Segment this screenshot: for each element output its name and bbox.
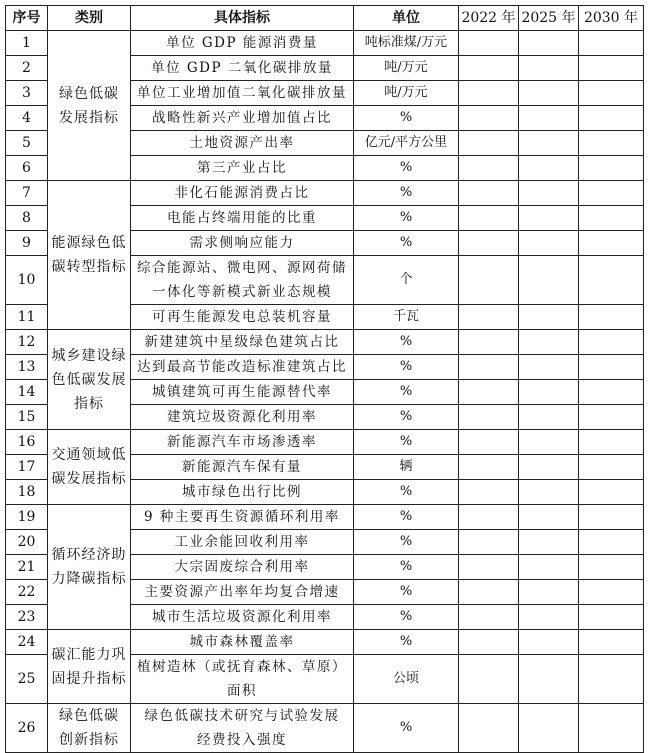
indicator-cell: 战略性新兴产业增加值占比 [131, 106, 354, 131]
row-number: 24 [6, 630, 48, 655]
value-2025-cell [519, 380, 579, 405]
row-number: 3 [6, 81, 48, 106]
row-number: 5 [6, 131, 48, 156]
unit-cell: % [354, 430, 459, 455]
indicator-cell: 城镇建筑可再生能源替代率 [131, 380, 354, 405]
value-2025-cell [519, 305, 579, 330]
value-2022-cell [459, 580, 519, 605]
category-cell: 交通领域低 碳发展指标 [48, 430, 131, 505]
value-2030-cell [579, 655, 644, 704]
table-row [6, 505, 644, 530]
value-2030-cell [579, 704, 644, 753]
row-number: 4 [6, 106, 48, 131]
indicator-cell: 9 种主要再生资源循环利用率 [131, 505, 354, 530]
row-number: 21 [6, 555, 48, 580]
row-number: 7 [6, 181, 48, 206]
value-2025-cell [519, 704, 579, 753]
indicator-cell: 大宗固废综合利用率 [131, 555, 354, 580]
unit-cell: % [354, 380, 459, 405]
value-2025-cell [519, 256, 579, 305]
table-row [6, 630, 644, 655]
header-unit: 单位 [354, 6, 459, 31]
row-number: 12 [6, 330, 48, 355]
value-2022-cell [459, 305, 519, 330]
value-2025-cell [519, 181, 579, 206]
category-cell: 循环经济助 力降碳指标 [48, 505, 131, 630]
value-2030-cell [579, 480, 644, 505]
indicator-cell: 绿色低碳技术研究与试验发展 经费投入强度 [131, 704, 354, 753]
value-2025-cell [519, 605, 579, 630]
row-number: 15 [6, 405, 48, 430]
unit-cell: % [354, 156, 459, 181]
unit-cell: % [354, 630, 459, 655]
indicator-cell: 单位 GDP 二氧化碳排放量 [131, 56, 354, 81]
indicator-table [5, 5, 644, 753]
unit-cell: 亿元/平方公里 [354, 131, 459, 156]
value-2022-cell [459, 505, 519, 530]
indicator-cell: 工业余能回收利用率 [131, 530, 354, 555]
row-number: 6 [6, 156, 48, 181]
value-2022-cell [459, 380, 519, 405]
table-row [6, 704, 644, 753]
indicator-cell: 需求侧响应能力 [131, 231, 354, 256]
value-2022-cell [459, 181, 519, 206]
unit-cell: 吨标准煤/万元 [354, 31, 459, 56]
table-row [6, 181, 644, 206]
row-number: 25 [6, 655, 48, 704]
unit-cell: % [354, 480, 459, 505]
table-row [6, 330, 644, 355]
unit-cell: % [354, 231, 459, 256]
value-2022-cell [459, 231, 519, 256]
table-row [6, 31, 644, 56]
indicator-cell: 建筑垃圾资源化利用率 [131, 405, 354, 430]
value-2022-cell [459, 81, 519, 106]
value-2025-cell [519, 106, 579, 131]
value-2022-cell [459, 655, 519, 704]
value-2030-cell [579, 305, 644, 330]
unit-cell: % [354, 580, 459, 605]
value-2030-cell [579, 156, 644, 181]
unit-cell: % [354, 704, 459, 753]
unit-cell: % [354, 555, 459, 580]
value-2022-cell [459, 405, 519, 430]
value-2025-cell [519, 455, 579, 480]
value-2030-cell [579, 505, 644, 530]
unit-cell: % [354, 106, 459, 131]
indicator-cell: 可再生能源发电总装机容量 [131, 305, 354, 330]
value-2030-cell [579, 405, 644, 430]
value-2022-cell [459, 455, 519, 480]
category-cell: 碳汇能力巩 固提升指标 [48, 630, 131, 704]
value-2022-cell [459, 530, 519, 555]
indicator-cell: 城市生活垃圾资源化利用率 [131, 605, 354, 630]
value-2025-cell [519, 131, 579, 156]
value-2022-cell [459, 704, 519, 753]
value-2030-cell [579, 231, 644, 256]
value-2025-cell [519, 530, 579, 555]
category-cell: 城乡建设绿 色低碳发展 指标 [48, 330, 131, 430]
unit-cell: 辆 [354, 455, 459, 480]
indicator-cell: 非化石能源消费占比 [131, 181, 354, 206]
indicator-cell: 植树造林（或抚育森林、草原）面积 [131, 655, 354, 704]
row-number: 10 [6, 256, 48, 305]
value-2022-cell [459, 156, 519, 181]
value-2025-cell [519, 81, 579, 106]
header-row [6, 6, 644, 31]
unit-cell: % [354, 505, 459, 530]
row-number: 22 [6, 580, 48, 605]
indicator-cell: 新建建筑中星级绿色建筑占比 [131, 330, 354, 355]
value-2022-cell [459, 355, 519, 380]
indicator-cell: 城市森林覆盖率 [131, 630, 354, 655]
row-number: 8 [6, 206, 48, 231]
row-number: 18 [6, 480, 48, 505]
row-number: 19 [6, 505, 48, 530]
unit-cell: 千瓦 [354, 305, 459, 330]
value-2022-cell [459, 630, 519, 655]
value-2030-cell [579, 206, 644, 231]
value-2022-cell [459, 31, 519, 56]
table-row [6, 430, 644, 455]
value-2030-cell [579, 555, 644, 580]
value-2025-cell [519, 480, 579, 505]
category-cell: 能源绿色低 碳转型指标 [48, 181, 131, 330]
indicator-cell: 主要资源产出率年均复合增速 [131, 580, 354, 605]
row-number: 2 [6, 56, 48, 81]
row-number: 20 [6, 530, 48, 555]
unit-cell: % [354, 355, 459, 380]
indicator-cell: 电能占终端用能的比重 [131, 206, 354, 231]
unit-cell: % [354, 405, 459, 430]
value-2025-cell [519, 231, 579, 256]
unit-cell: % [354, 206, 459, 231]
value-2022-cell [459, 555, 519, 580]
value-2022-cell [459, 480, 519, 505]
row-number: 14 [6, 380, 48, 405]
category-cell: 绿色低碳 发展指标 [48, 31, 131, 181]
row-number: 9 [6, 231, 48, 256]
value-2030-cell [579, 256, 644, 305]
unit-cell: 个 [354, 256, 459, 305]
row-number: 13 [6, 355, 48, 380]
header-2025: 2025 年 [519, 6, 579, 31]
header-2022: 2022 年 [459, 6, 519, 31]
value-2022-cell [459, 330, 519, 355]
value-2030-cell [579, 430, 644, 455]
value-2025-cell [519, 31, 579, 56]
indicator-cell: 土地资源产出率 [131, 131, 354, 156]
indicator-cell: 综合能源站、微电网、源网荷储 一体化等新模式新业态规模 [131, 256, 354, 305]
row-number: 26 [6, 704, 48, 753]
value-2030-cell [579, 380, 644, 405]
value-2025-cell [519, 430, 579, 455]
unit-cell: % [354, 605, 459, 630]
value-2025-cell [519, 330, 579, 355]
value-2025-cell [519, 206, 579, 231]
value-2022-cell [459, 256, 519, 305]
unit-cell: 吨/万元 [354, 81, 459, 106]
value-2025-cell [519, 156, 579, 181]
unit-cell: % [354, 530, 459, 555]
indicator-cell: 达到最高节能改造标准建筑占比 [131, 355, 354, 380]
value-2030-cell [579, 455, 644, 480]
value-2025-cell [519, 355, 579, 380]
unit-cell: % [354, 330, 459, 355]
unit-cell: 吨/万元 [354, 56, 459, 81]
value-2030-cell [579, 81, 644, 106]
header-no: 序号 [6, 6, 48, 31]
value-2030-cell [579, 106, 644, 131]
header-category: 类别 [48, 6, 131, 31]
value-2022-cell [459, 106, 519, 131]
unit-cell: % [354, 181, 459, 206]
value-2030-cell [579, 580, 644, 605]
header-indicator: 具体指标 [131, 6, 354, 31]
header-2030: 2030 年 [579, 6, 644, 31]
value-2022-cell [459, 605, 519, 630]
value-2030-cell [579, 530, 644, 555]
value-2030-cell [579, 56, 644, 81]
indicator-cell: 单位工业增加值二氧化碳排放量 [131, 81, 354, 106]
value-2022-cell [459, 56, 519, 81]
value-2030-cell [579, 605, 644, 630]
value-2030-cell [579, 131, 644, 156]
unit-cell: 公顷 [354, 655, 459, 704]
indicator-cell: 单位 GDP 能源消费量 [131, 31, 354, 56]
category-cell: 绿色低碳 创新指标 [48, 704, 131, 753]
value-2025-cell [519, 505, 579, 530]
value-2025-cell [519, 405, 579, 430]
row-number: 16 [6, 430, 48, 455]
value-2025-cell [519, 56, 579, 81]
value-2030-cell [579, 31, 644, 56]
indicator-cell: 第三产业占比 [131, 156, 354, 181]
value-2030-cell [579, 630, 644, 655]
value-2030-cell [579, 181, 644, 206]
row-number: 11 [6, 305, 48, 330]
value-2030-cell [579, 355, 644, 380]
value-2022-cell [459, 430, 519, 455]
indicator-cell: 城市绿色出行比例 [131, 480, 354, 505]
indicator-cell: 新能源汽车市场渗透率 [131, 430, 354, 455]
value-2025-cell [519, 655, 579, 704]
row-number: 23 [6, 605, 48, 630]
value-2022-cell [459, 131, 519, 156]
value-2022-cell [459, 206, 519, 231]
value-2025-cell [519, 630, 579, 655]
indicator-cell: 新能源汽车保有量 [131, 455, 354, 480]
value-2025-cell [519, 580, 579, 605]
row-number: 17 [6, 455, 48, 480]
row-number: 1 [6, 31, 48, 56]
value-2025-cell [519, 555, 579, 580]
value-2030-cell [579, 330, 644, 355]
